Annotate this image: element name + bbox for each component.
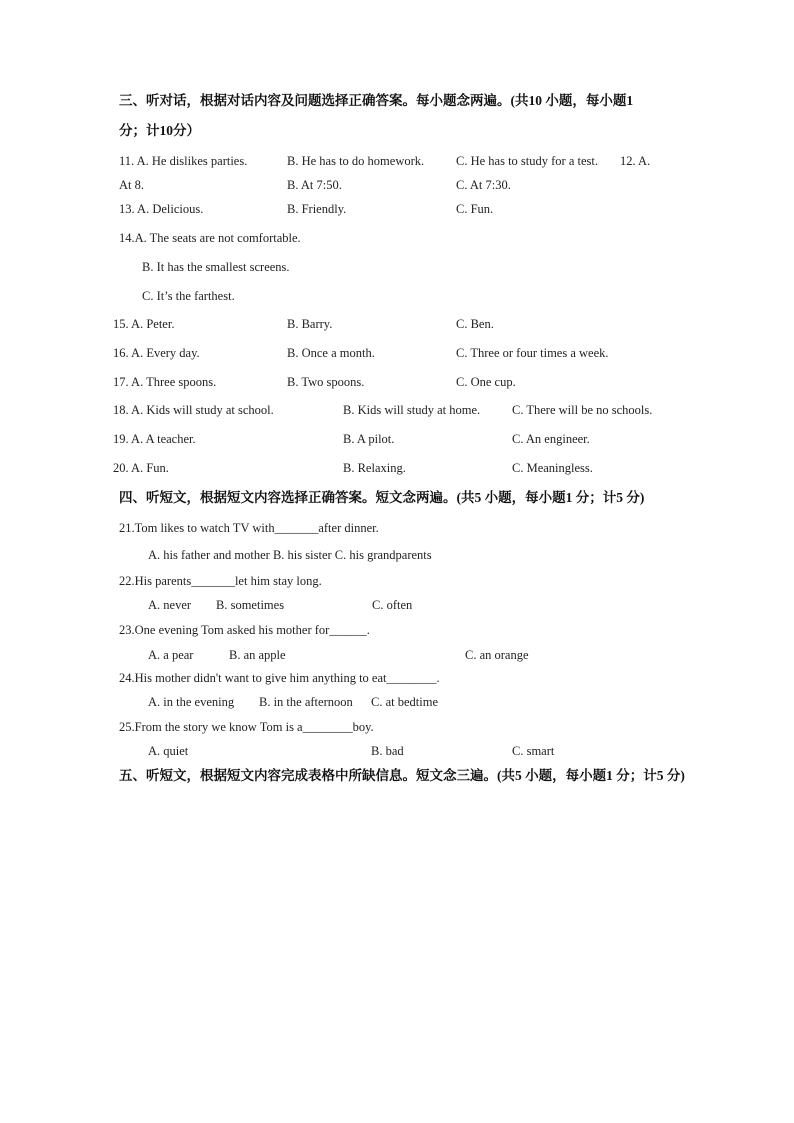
- q15-option-c: C. Ben.: [456, 317, 494, 331]
- q17-option-a: 17. A. Three spoons.: [113, 375, 217, 389]
- q15-option-a: 15. A. Peter.: [113, 317, 175, 331]
- q17-option-b: B. Two spoons.: [287, 375, 365, 389]
- q13-option-c: C. Fun.: [456, 202, 494, 216]
- q11-option-a: 11. A. He dislikes parties.: [119, 154, 248, 168]
- q20-option-b: B. Relaxing.: [343, 461, 406, 475]
- q12-option-b: B. At 7:50.: [287, 178, 342, 192]
- q22-option-a: A. never: [148, 598, 192, 612]
- q16-option-b: B. Once a month.: [287, 346, 375, 360]
- q24-option-b: B. in the afternoon: [259, 695, 353, 709]
- q14-option-c: C. It’s the farthest.: [142, 289, 235, 303]
- q12-number: 12. A.: [620, 154, 651, 168]
- section-4-heading: 四、听短文，根据短文内容选择正确答案。短文念两遍。(共5 小题，每小题1 分；计5 分): [119, 490, 645, 505]
- q17-option-c: C. One cup.: [456, 375, 516, 389]
- q25-option-c: C. smart: [512, 744, 555, 758]
- q18-option-c: C. There will be no schools.: [512, 403, 653, 417]
- q19-option-a: 19. A. A teacher.: [113, 432, 196, 446]
- q24-option-c: C. at bedtime: [371, 695, 438, 709]
- q25-option-a: A. quiet: [148, 744, 189, 758]
- q23-stem: 23.One evening Tom asked his mother for______.: [119, 623, 370, 637]
- q12-option-a: At 8.: [119, 178, 144, 192]
- q22-option-c: C. often: [372, 598, 413, 612]
- q16-option-a: 16. A. Every day.: [113, 346, 200, 360]
- q12-option-c: C. At 7:30.: [456, 178, 511, 192]
- q24-option-a: A. in the evening: [148, 695, 235, 709]
- q21-stem: 21.Tom likes to watch TV with_______after dinner.: [119, 521, 379, 535]
- q23-option-a: A. a pear: [148, 648, 194, 662]
- q23-option-b: B. an apple: [229, 648, 286, 662]
- q15-option-b: B. Barry.: [287, 317, 333, 331]
- q25-option-b: B. bad: [371, 744, 404, 758]
- q22-option-b: B. sometimes: [216, 598, 285, 612]
- q11-option-b: B. He has to do homework.: [287, 154, 425, 168]
- section-3-heading-line1: 三、听对话，根据对话内容及问题选择正确答案。每小题念两遍。(共10 小题，每小题1: [119, 93, 634, 108]
- q19-option-b: B. A pilot.: [343, 432, 395, 446]
- section-5-heading: 五、听短文，根据短文内容完成表格中所缺信息。短文念三遍。(共5 小题，每小题1 分；计5 分): [119, 768, 685, 783]
- q18-option-a: 18. A. Kids will study at school.: [113, 403, 274, 417]
- q14-option-b: B. It has the smallest screens.: [142, 260, 290, 274]
- q25-stem: 25.From the story we know Tom is a________boy.: [119, 720, 374, 734]
- q20-option-c: C. Meaningless.: [512, 461, 593, 475]
- q18-option-b: B. Kids will study at home.: [343, 403, 481, 417]
- q13-option-a: 13. A. Delicious.: [119, 202, 204, 216]
- q19-option-c: C. An engineer.: [512, 432, 590, 446]
- q21-options: A. his father and mother B. his sister C. his grandparents: [148, 548, 432, 562]
- q16-option-c: C. Three or four times a week.: [456, 346, 609, 360]
- q22-stem: 22.His parents_______let him stay long.: [119, 574, 322, 588]
- q20-option-a: 20. A. Fun.: [113, 461, 169, 475]
- q24-stem: 24.His mother didn't want to give him anything to eat________.: [119, 671, 440, 685]
- q14-option-a: 14.A. The seats are not comfortable.: [119, 231, 301, 245]
- q13-option-b: B. Friendly.: [287, 202, 347, 216]
- q23-option-c: C. an orange: [465, 648, 529, 662]
- q11-option-c: C. He has to study for a test.: [456, 154, 598, 168]
- section-3-heading-line2: 分；计10分）: [119, 123, 200, 138]
